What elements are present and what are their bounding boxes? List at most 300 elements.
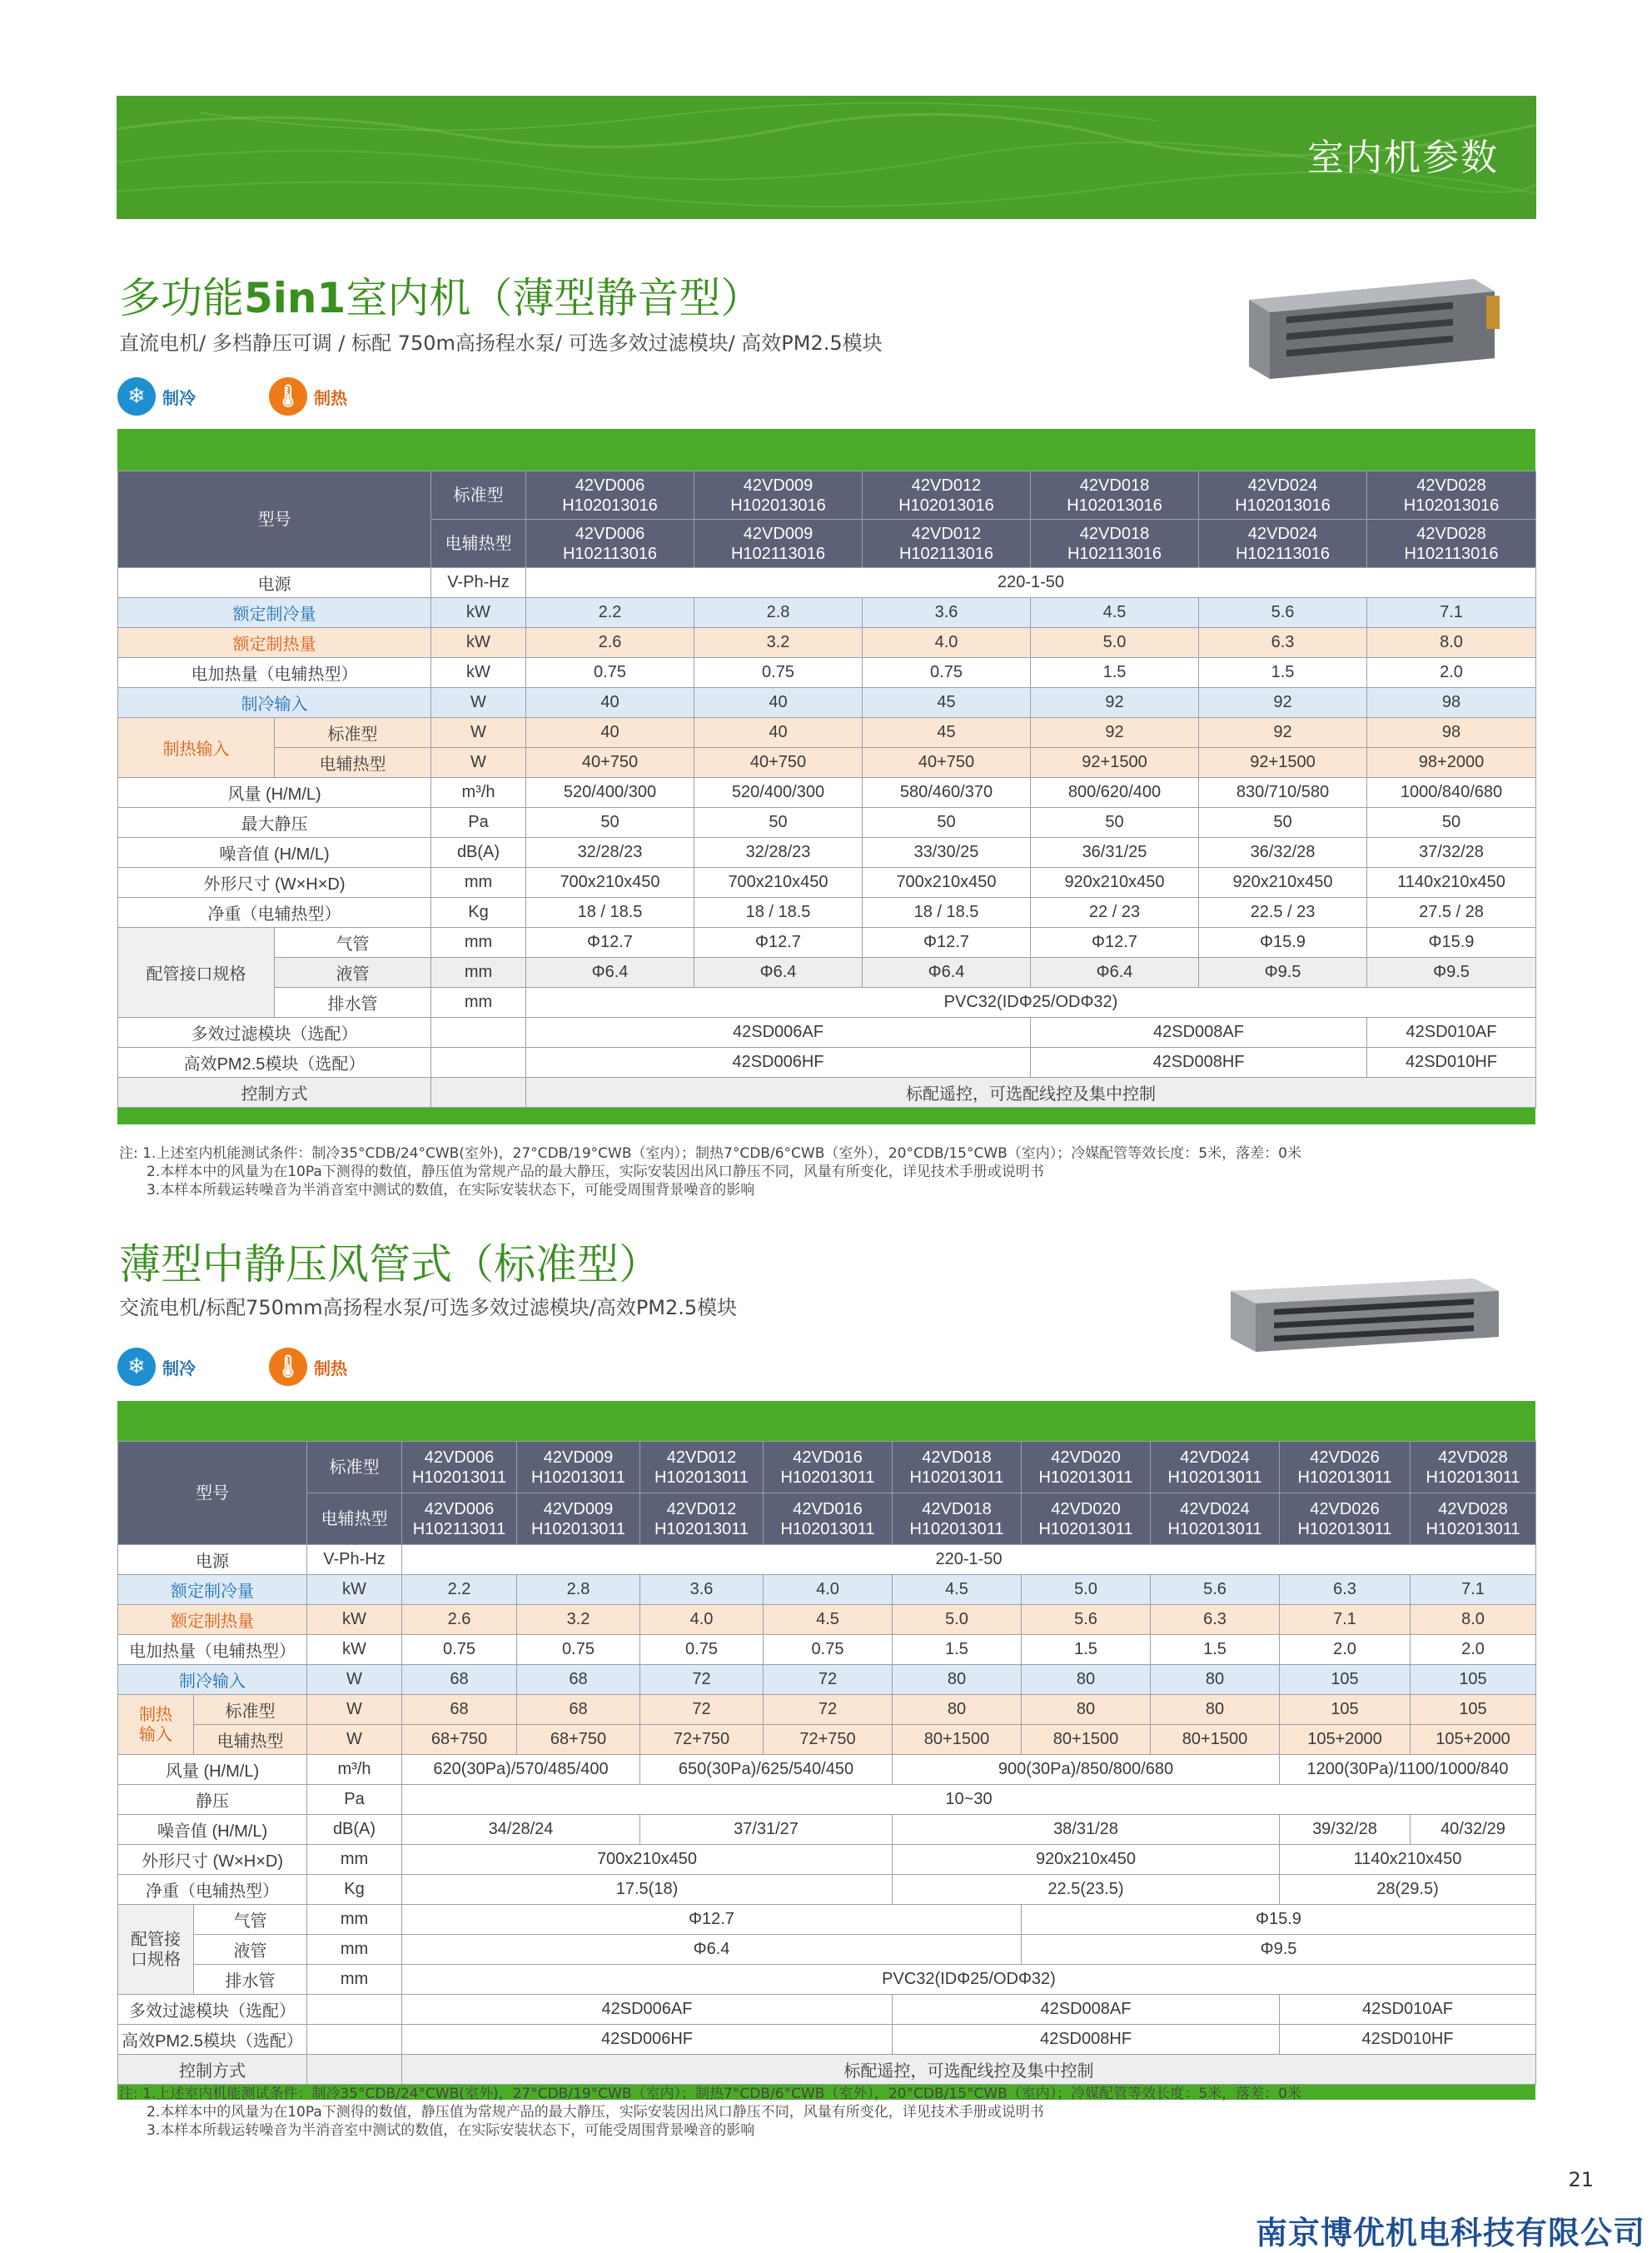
snowflake-icon: ❄ [117, 1348, 156, 1386]
table-cell: 105+2000 [1411, 1725, 1536, 1755]
table-cell: 700x210x450 [402, 1845, 893, 1875]
table-cell: 8.0 [1367, 628, 1536, 658]
table-cell: 7.1 [1367, 598, 1536, 628]
model-cell: 42VD012 H102013011 [640, 1442, 764, 1493]
table-cell: 40+750 [863, 748, 1031, 778]
table-cell: 27.5 / 28 [1367, 898, 1536, 928]
table-row [118, 1545, 1536, 1575]
table-cell: mm [307, 1845, 402, 1875]
table-row [118, 778, 1536, 808]
table-row [118, 1905, 1536, 1935]
table-cell [431, 1078, 526, 1108]
table-cell: 18 / 18.5 [863, 898, 1031, 928]
model-cell: 42VD020 H102013011 [1022, 1493, 1151, 1545]
section2-notes: 注: 1.上述室内机能测试条件：制冷35°CDB/24°CWB(室外)，27°CDB/19°CWB（室内）；制热7°CDB/6°CWB（室外），20°CDB/15°CWB（室内）；冷媒配管等效长度：5米，落差：0米 2.本样本中的风量为在10Pa下测得的数值，静压值为常规产品的最大静压，实际安装因出风口静压不同，风量有所变化，详见技术手册或说明书 3.本样本所载运转噪音为半消音室中测试的数值，在实际安装状态下，可能受周围背景噪音的影响 [119, 2086, 1301, 2139]
table-cell: 42SD006HF [526, 1048, 1031, 1078]
table-cell: Φ12.7 [526, 928, 694, 958]
table-row [118, 958, 1536, 988]
table-cell: 0.75 [526, 658, 694, 688]
heating-badge: 🌡 制热 [269, 377, 347, 416]
table-cell: 2.0 [1367, 658, 1536, 688]
table-cell: Φ6.4 [863, 958, 1031, 988]
table-cell: 520/400/300 [526, 778, 694, 808]
table-row [118, 1575, 1536, 1605]
table-cell: 36/31/25 [1031, 838, 1199, 868]
aux-type-label: 电辅热型 [431, 520, 526, 568]
table-cell: 制热输入 [118, 718, 275, 778]
table-row [118, 1875, 1536, 1905]
table-row [118, 1695, 1536, 1725]
table-cell: kW [307, 1605, 402, 1635]
table-cell: 80+1500 [1022, 1725, 1151, 1755]
table-cell: 72 [764, 1695, 893, 1725]
table-cell: 风量 (H/M/L) [118, 778, 431, 808]
table-cell: kW [431, 658, 526, 688]
table-cell: Φ6.4 [1031, 958, 1199, 988]
table-cell: mm [431, 988, 526, 1018]
table-cell: 电加热量（电辅热型） [118, 1635, 307, 1665]
table-cell: 10~30 [402, 1785, 1536, 1815]
table-cell: 6.3 [1199, 628, 1367, 658]
table-cell: 5.6 [1199, 598, 1367, 628]
table-cell: 42SD010AF [1367, 1018, 1536, 1048]
table-cell: 42SD008AF [1031, 1018, 1367, 1048]
section2-title: 薄型中静压风管式（标准型） [119, 1240, 660, 1288]
table-row [118, 1665, 1536, 1695]
table-cell: 42SD008HF [1031, 1048, 1367, 1078]
table-cell: 4.5 [893, 1575, 1022, 1605]
model-cell: 42VD018 H102013011 [893, 1442, 1022, 1493]
table-cell: 830/710/580 [1199, 778, 1367, 808]
table-cell: 多效过滤模块（选配） [118, 1018, 431, 1048]
spec-table [117, 471, 1536, 1108]
table-cell: 42SD006AF [402, 1995, 893, 2025]
table-cell: 额定制冷量 [118, 598, 431, 628]
table-cell: 1140x210x450 [1280, 1845, 1536, 1875]
thermometer-icon: 🌡 [269, 1348, 307, 1386]
table-cell: Φ6.4 [402, 1935, 1022, 1965]
table-cell: 3.2 [517, 1605, 640, 1635]
table-row [118, 898, 1536, 928]
table-cell: 105+2000 [1280, 1725, 1411, 1755]
model-cell: 42VD006 H102113016 [526, 520, 694, 568]
table-cell: 0.75 [640, 1635, 764, 1665]
table-cell: 42SD010AF [1280, 1995, 1536, 2025]
table-cell: 32/28/23 [526, 838, 694, 868]
table-cell: 42SD010HF [1367, 1048, 1536, 1078]
table-cell: 36/32/28 [1199, 838, 1367, 868]
table-top-bar [117, 1401, 1535, 1441]
table-cell: 排水管 [275, 988, 431, 1018]
table-cell: 920x210x450 [1199, 868, 1367, 898]
heating-badge: 🌡 制热 [269, 1348, 347, 1386]
model-cell: 42VD028 H102013011 [1411, 1493, 1536, 1545]
table-cell: Φ6.4 [694, 958, 863, 988]
product-image-standard-duct [1224, 1270, 1507, 1365]
table-cell: 40+750 [694, 748, 863, 778]
table-cell: 92 [1199, 718, 1367, 748]
table-cell: 98 [1367, 718, 1536, 748]
table-row [118, 568, 1536, 598]
table-cell: 92 [1031, 688, 1199, 718]
table-cell: kW [431, 598, 526, 628]
table-cell: 42SD006AF [526, 1018, 1031, 1048]
table-cell: 2.6 [526, 628, 694, 658]
table-cell: 5.6 [1151, 1575, 1280, 1605]
table-cell: 72 [640, 1695, 764, 1725]
table-cell: 220-1-50 [526, 568, 1536, 598]
model-cell: 42VD009 H102013011 [517, 1442, 640, 1493]
table-cell: Φ9.5 [1022, 1935, 1536, 1965]
table-cell: Pa [431, 808, 526, 838]
table-cell: 风量 (H/M/L) [118, 1755, 307, 1785]
model-cell: 42VD009 H102113016 [694, 520, 863, 568]
table-cell: 最大静压 [118, 808, 431, 838]
cooling-badge: ❄ 制冷 [117, 377, 196, 416]
table-cell: Φ12.7 [863, 928, 1031, 958]
table-cell: V-Ph-Hz [431, 568, 526, 598]
table-cell: 4.0 [640, 1605, 764, 1635]
table-bottom-bar [117, 1108, 1535, 1124]
table-cell: W [431, 748, 526, 778]
table-cell: Φ15.9 [1199, 928, 1367, 958]
std-type-label: 标准型 [431, 471, 526, 520]
table-cell: 40 [694, 718, 863, 748]
table-cell: 80 [1151, 1695, 1280, 1725]
table-cell: 制热 输入 [118, 1695, 194, 1755]
table-cell: 42SD008HF [893, 2025, 1280, 2055]
table-cell: 18 / 18.5 [694, 898, 863, 928]
table-cell: 40 [526, 718, 694, 748]
table-cell: W [431, 688, 526, 718]
table-cell: 配管接口规格 [118, 928, 275, 1018]
section1-subtitle: 直流电机/ 多档静压可调 / 标配 750m高扬程水泵/ 可选多效过滤模块/ 高效PM2.5模块 [119, 331, 883, 355]
model-cell: 42VD012 H102113016 [863, 520, 1031, 568]
table-cell: 液管 [194, 1935, 307, 1965]
table-cell: Φ6.4 [526, 958, 694, 988]
table-cell: 72 [764, 1665, 893, 1695]
table-cell: 控制方式 [118, 2055, 307, 2085]
table-cell: 80 [1151, 1665, 1280, 1695]
section1-title: 多功能5in1室内机（薄型静音型） [119, 274, 763, 322]
table-cell: PVC32(IDΦ25/ODΦ32) [402, 1965, 1536, 1995]
table-row [118, 928, 1536, 958]
table-cell: 72+750 [640, 1725, 764, 1755]
table-cell: dB(A) [431, 838, 526, 868]
table-cell: 8.0 [1411, 1605, 1536, 1635]
model-cell: 42VD024 H102113016 [1199, 520, 1367, 568]
table-cell: 98 [1367, 688, 1536, 718]
table-cell: mm [431, 958, 526, 988]
table-cell: W [307, 1695, 402, 1725]
table-cell: 650(30Pa)/625/540/450 [640, 1755, 893, 1785]
table-cell: Φ12.7 [402, 1905, 1022, 1935]
model-cell: 42VD009 H102013016 [694, 471, 863, 520]
model-cell: 42VD026 H102013011 [1280, 1442, 1411, 1493]
table-cell: kW [307, 1635, 402, 1665]
table-row [118, 1755, 1536, 1785]
table-cell: 额定制热量 [118, 628, 431, 658]
table-cell: 2.2 [402, 1575, 517, 1605]
table-cell: 28(29.5) [1280, 1875, 1536, 1905]
table-cell: 1.5 [1022, 1635, 1151, 1665]
table-cell: 50 [694, 808, 863, 838]
table-cell: W [307, 1725, 402, 1755]
table-cell: 标配遥控，可选配线控及集中控制 [526, 1078, 1536, 1108]
table-cell: 净重（电辅热型） [118, 1875, 307, 1905]
table-cell: 液管 [275, 958, 431, 988]
table-cell: 50 [863, 808, 1031, 838]
table-cell: 68 [402, 1665, 517, 1695]
table-cell: 700x210x450 [526, 868, 694, 898]
table-cell: 68 [517, 1665, 640, 1695]
table-cell: 22 / 23 [1031, 898, 1199, 928]
table-cell: 40+750 [526, 748, 694, 778]
table-cell: 18 / 18.5 [526, 898, 694, 928]
table-row [118, 748, 1536, 778]
table-cell [307, 1995, 402, 2025]
table-row [118, 688, 1536, 718]
table-cell: 50 [1199, 808, 1367, 838]
table-cell: 制冷输入 [118, 1665, 307, 1695]
table-cell: 105 [1411, 1695, 1536, 1725]
table-row [118, 1725, 1536, 1755]
table-cell: 5.0 [1031, 628, 1199, 658]
table-cell: 92 [1199, 688, 1367, 718]
table-row [118, 988, 1536, 1018]
table-cell: 3.6 [863, 598, 1031, 628]
table-cell: 噪音值 (H/M/L) [118, 1815, 307, 1845]
model-cell: 42VD028 H102113016 [1367, 520, 1536, 568]
table-cell: 噪音值 (H/M/L) [118, 838, 431, 868]
table-cell: Pa [307, 1785, 402, 1815]
table-cell: 68 [517, 1695, 640, 1725]
table-cell: 2.0 [1280, 1635, 1411, 1665]
table-top-bar [117, 429, 1535, 471]
table-cell: 68+750 [517, 1725, 640, 1755]
table-row [118, 838, 1536, 868]
table-cell: 1.5 [1199, 658, 1367, 688]
table-cell: 40/32/29 [1411, 1815, 1536, 1845]
table-cell: 1140x210x450 [1367, 868, 1536, 898]
table-cell: m³/h [431, 778, 526, 808]
table-cell: 3.6 [640, 1575, 764, 1605]
table-cell: 静压 [118, 1785, 307, 1815]
spec-table-2 [117, 1401, 1535, 2100]
table-cell: 高效PM2.5模块（选配） [118, 2025, 307, 2055]
header-banner [117, 96, 1536, 219]
table-cell: 7.1 [1411, 1575, 1536, 1605]
model-cell: 42VD006 H102113011 [402, 1493, 517, 1545]
model-cell: 42VD012 H102013011 [640, 1493, 764, 1545]
table-cell: 80 [893, 1665, 1022, 1695]
table-cell: 40 [526, 688, 694, 718]
table-row [118, 1995, 1536, 2025]
table-cell: 外形尺寸 (W×H×D) [118, 868, 431, 898]
table-cell: 80 [893, 1695, 1022, 1725]
model-cell: 42VD020 H102013011 [1022, 1442, 1151, 1493]
table-cell: 气管 [194, 1905, 307, 1935]
table-cell: 45 [863, 718, 1031, 748]
table-cell: kW [307, 1575, 402, 1605]
table-row [118, 808, 1536, 838]
table-cell: 0.75 [694, 658, 863, 688]
table-cell: 42SD008AF [893, 1995, 1280, 2025]
table-cell: dB(A) [307, 1815, 402, 1845]
table-row [118, 1048, 1536, 1078]
table-cell [307, 2055, 402, 2085]
table-cell: 标配遥控，可选配线控及集中控制 [402, 2055, 1536, 2085]
page-number: 21 [1568, 2168, 1594, 2191]
table-cell: 控制方式 [118, 1078, 431, 1108]
table-cell: 4.0 [863, 628, 1031, 658]
table-cell: Φ9.5 [1199, 958, 1367, 988]
table-cell: 32/28/23 [694, 838, 863, 868]
table-row [118, 1018, 1536, 1048]
table-cell: 排水管 [194, 1965, 307, 1995]
table-row [118, 1605, 1536, 1635]
table-cell: 电辅热型 [275, 748, 431, 778]
table-cell: 4.5 [764, 1605, 893, 1635]
table-cell: 标准型 [194, 1695, 307, 1725]
table-row [118, 1845, 1536, 1875]
table-cell: 22.5(23.5) [893, 1875, 1280, 1905]
table-cell: 0.75 [764, 1635, 893, 1665]
table-cell: 5.0 [893, 1605, 1022, 1635]
table-row [118, 2025, 1536, 2055]
table-cell: 电加热量（电辅热型） [118, 658, 431, 688]
model-cell: 42VD018 H102013016 [1031, 471, 1199, 520]
table-cell: mm [431, 928, 526, 958]
table-cell: 39/32/28 [1280, 1815, 1411, 1845]
table-cell: 电辅热型 [194, 1725, 307, 1755]
model-header: 型号 [118, 1442, 307, 1545]
model-cell: 42VD012 H102013016 [863, 471, 1031, 520]
table-cell: 配管接 口规格 [118, 1905, 194, 1995]
model-cell: 42VD018 H102013011 [893, 1493, 1022, 1545]
table-cell: 700x210x450 [694, 868, 863, 898]
table-cell [307, 2025, 402, 2055]
page-title: 室内机参数 [1307, 137, 1499, 179]
aux-type-label: 电辅热型 [307, 1493, 402, 1545]
table-cell: 1200(30Pa)/1100/1000/840 [1280, 1755, 1536, 1785]
table-cell: 520/400/300 [694, 778, 863, 808]
table-cell: 电源 [118, 568, 431, 598]
table-cell: 38/31/28 [893, 1815, 1280, 1845]
table-cell: 2.2 [526, 598, 694, 628]
table-cell: 6.3 [1280, 1575, 1411, 1605]
table-row [118, 1078, 1536, 1108]
thermometer-icon: 🌡 [269, 377, 307, 416]
table-row [118, 1785, 1536, 1815]
model-cell: 42VD009 H102013011 [517, 1493, 640, 1545]
table-cell: 220-1-50 [402, 1545, 1536, 1575]
table-cell: mm [307, 1965, 402, 1995]
table-cell: 0.75 [517, 1635, 640, 1665]
table-cell: Φ12.7 [694, 928, 863, 958]
table-cell: 1.5 [1151, 1635, 1280, 1665]
table-cell: 17.5(18) [402, 1875, 893, 1905]
table-cell: Φ9.5 [1367, 958, 1536, 988]
section1-notes: 注: 1.上述室内机能测试条件：制冷35°CDB/24°CWB(室外)，27°CDB/19°CWB（室内）；制热7°CDB/6°CWB（室外），20°CDB/15°CWB（室内）；冷媒配管等效长度：5米，落差：0米 2.本样本中的风量为在10Pa下测得的数值，静压值为常规产品的最大静压，实际安装因出风口静压不同，风量有所变化，详见技术手册或说明书 3.本样本所载运转噪音为半消音室中测试的数值，在实际安装状态下，可能受周围背景噪音的影响 [119, 1145, 1301, 1199]
table-cell: mm [307, 1935, 402, 1965]
table-cell: 700x210x450 [863, 868, 1031, 898]
company-name: 南京博优机电科技有限公司 [1255, 2215, 1645, 2251]
table-cell: 22.5 / 23 [1199, 898, 1367, 928]
table-cell: 34/28/24 [402, 1815, 640, 1845]
model-cell: 42VD018 H102113016 [1031, 520, 1199, 568]
table-cell: 40 [694, 688, 863, 718]
table-cell: 外形尺寸 (W×H×D) [118, 1845, 307, 1875]
model-cell: 42VD016 H102013011 [764, 1493, 893, 1545]
model-cell: 42VD024 H102013016 [1199, 471, 1367, 520]
table-cell: mm [431, 868, 526, 898]
table-cell [431, 1048, 526, 1078]
table-cell: 2.8 [694, 598, 863, 628]
table-cell: 92+1500 [1031, 748, 1199, 778]
table-cell: 105 [1411, 1665, 1536, 1695]
table-cell: Kg [431, 898, 526, 928]
table-cell: 45 [863, 688, 1031, 718]
spec-table-1 [117, 429, 1535, 1124]
table-cell: 580/460/370 [863, 778, 1031, 808]
std-type-label: 标准型 [307, 1442, 402, 1493]
table-cell: 0.75 [402, 1635, 517, 1665]
table-cell: 800/620/400 [1031, 778, 1199, 808]
model-cell: 42VD028 H102013011 [1411, 1442, 1536, 1493]
table-cell: 5.6 [1022, 1605, 1151, 1635]
table-cell: 7.1 [1280, 1605, 1411, 1635]
model-cell: 42VD026 H102013011 [1280, 1493, 1411, 1545]
table-cell: 920x210x450 [893, 1845, 1280, 1875]
model-cell: 42VD024 H102013011 [1151, 1442, 1280, 1493]
model-cell: 42VD016 H102013011 [764, 1442, 893, 1493]
table-cell: 5.0 [1022, 1575, 1151, 1605]
table-cell: PVC32(IDΦ25/ODΦ32) [526, 988, 1536, 1018]
table-cell: 92 [1031, 718, 1199, 748]
table-cell: 标准型 [275, 718, 431, 748]
table-cell: W [307, 1665, 402, 1695]
model-cell: 42VD006 H102013011 [402, 1442, 517, 1493]
table-cell: kW [431, 628, 526, 658]
model-cell: 42VD006 H102013016 [526, 471, 694, 520]
table-cell: Φ12.7 [1031, 928, 1199, 958]
table-cell: 2.8 [517, 1575, 640, 1605]
table-cell: 72 [640, 1665, 764, 1695]
table-row [118, 1935, 1536, 1965]
model-header: 型号 [118, 471, 431, 568]
model-cell: 42VD028 H102013016 [1367, 471, 1536, 520]
table-cell: 105 [1280, 1695, 1411, 1725]
table-cell: 气管 [275, 928, 431, 958]
product-image-slim-duct [1241, 262, 1507, 382]
table-row [118, 598, 1536, 628]
table-cell: 900(30Pa)/850/800/680 [893, 1755, 1280, 1785]
table-cell: 80 [1022, 1695, 1151, 1725]
table-cell: 92+1500 [1199, 748, 1367, 778]
spec-table [117, 1441, 1536, 2085]
table-cell: 2.6 [402, 1605, 517, 1635]
table-cell: 额定制热量 [118, 1605, 307, 1635]
table-cell: 2.0 [1411, 1635, 1536, 1665]
table-cell: 1000/840/680 [1367, 778, 1536, 808]
table-cell: Φ15.9 [1367, 928, 1536, 958]
table-cell: 高效PM2.5模块（选配） [118, 1048, 431, 1078]
table-cell: 920x210x450 [1031, 868, 1199, 898]
table-cell: 98+2000 [1367, 748, 1536, 778]
table-cell: 4.0 [764, 1575, 893, 1605]
table-cell: 0.75 [863, 658, 1031, 688]
